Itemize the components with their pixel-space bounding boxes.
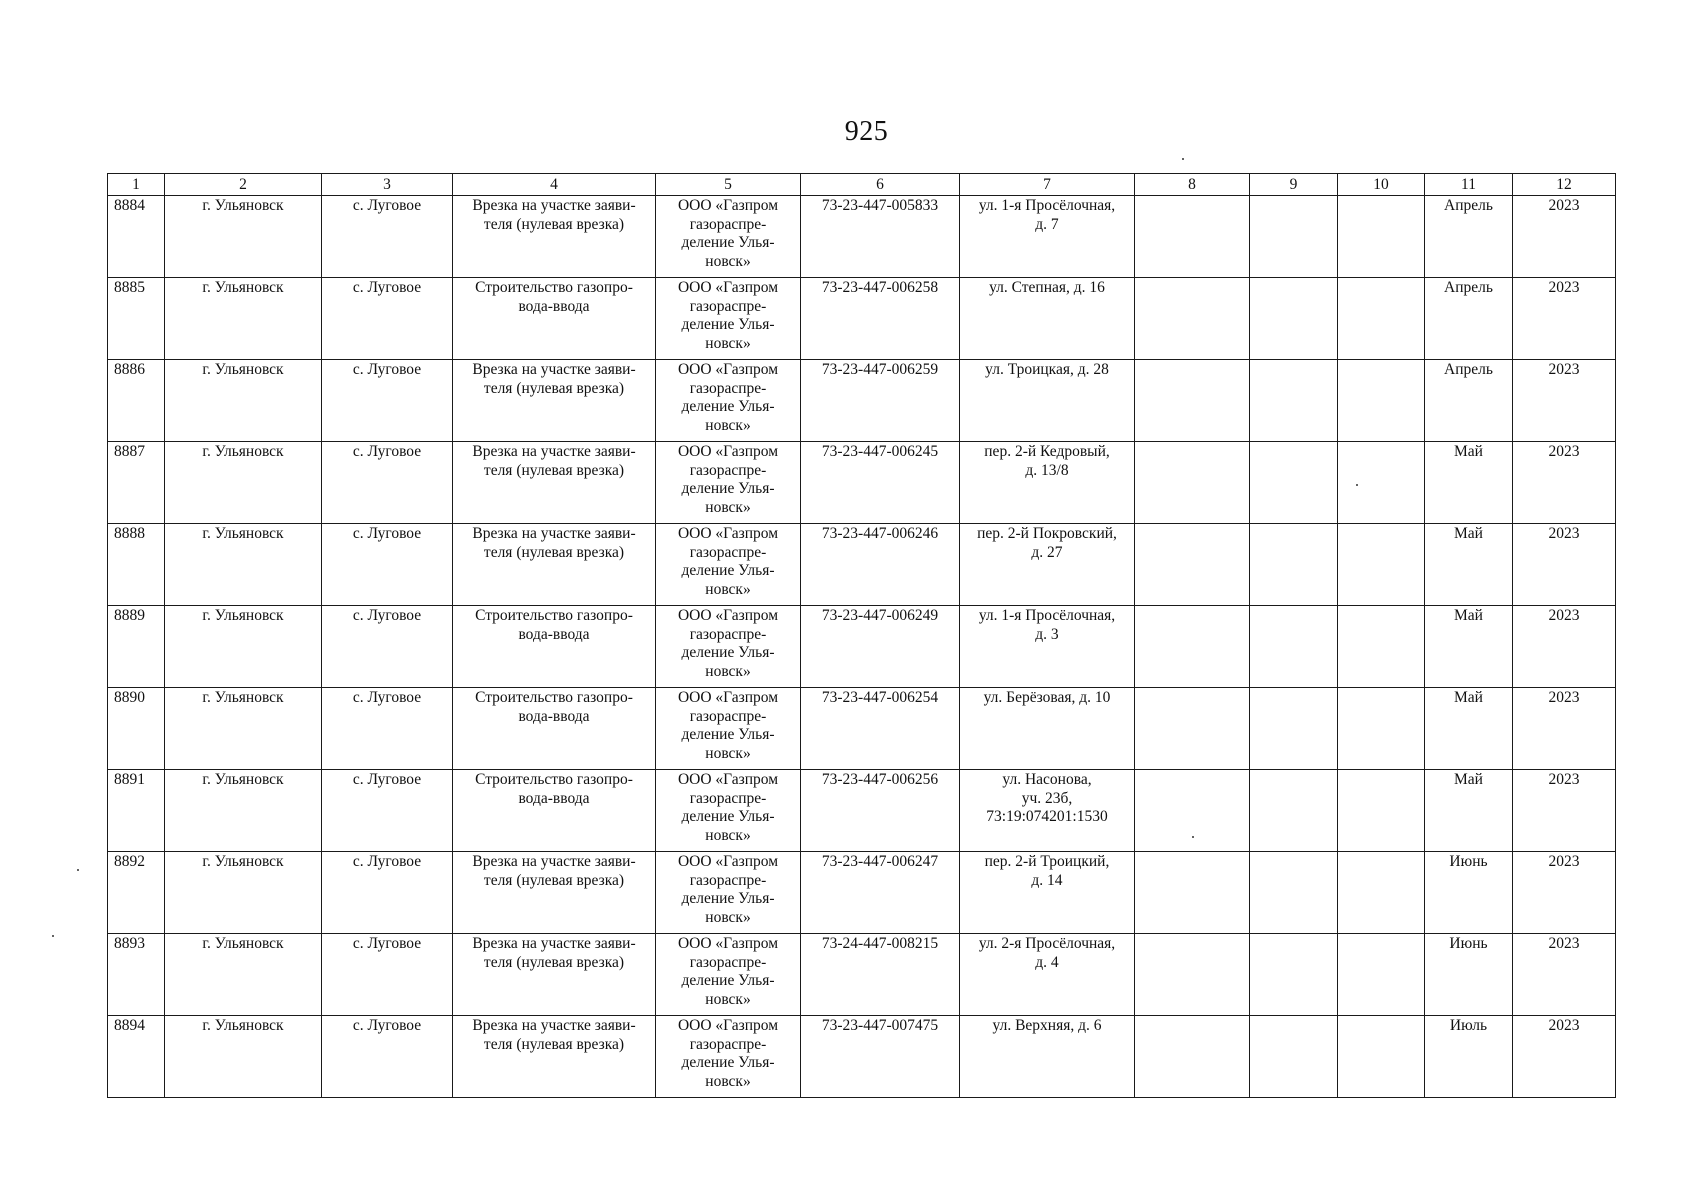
cell-number: 8886 (108, 360, 165, 442)
cell-organization-line: ООО «Газпром (677, 771, 779, 788)
cell-month: Июнь (1425, 934, 1513, 1016)
cell-work-type-line: вода-ввода (518, 625, 590, 643)
cell-organization-line: новск» (705, 498, 751, 516)
cell-work-type-line: Строительство газопро- (475, 689, 633, 706)
column-header: 11 (1425, 174, 1513, 196)
table-row (108, 360, 1616, 442)
cell-organization (656, 360, 801, 442)
cell-organization-line: деление Улья- (681, 316, 775, 333)
cell-work-type (453, 688, 656, 770)
table-row (108, 770, 1616, 852)
cell-work-type-line: теля (нулевая врезка) (483, 1035, 625, 1053)
table-row (108, 934, 1616, 1016)
cell-organization-line: газораспре- (689, 215, 767, 233)
cell-settlement: с. Луговое (322, 442, 453, 524)
cell-organization-line: газораспре- (689, 625, 767, 643)
cell-organization-line: ООО «Газпром (677, 689, 779, 706)
cell-col-8 (1135, 770, 1250, 852)
table-header (108, 174, 1616, 196)
cell-city: г. Ульяновск (165, 1016, 322, 1098)
table-row (108, 278, 1616, 360)
cell-address (960, 770, 1135, 852)
cell-number: 8885 (108, 278, 165, 360)
cell-year: 2023 (1513, 524, 1616, 606)
table-row (108, 1016, 1616, 1098)
cell-organization-line: газораспре- (689, 379, 767, 397)
cell-month: Апрель (1425, 360, 1513, 442)
cell-city: г. Ульяновск (165, 606, 322, 688)
cell-organization (656, 442, 801, 524)
cell-work-type-line: вода-ввода (518, 789, 590, 807)
cell-organization (656, 934, 801, 1016)
cell-address-line: 73:19:074201:1530 (986, 808, 1108, 825)
cell-object-code: 73-23-447-006254 (801, 688, 960, 770)
cell-work-type-line: Строительство газопро- (475, 607, 633, 624)
cell-work-type (453, 852, 656, 934)
cell-settlement: с. Луговое (322, 1016, 453, 1098)
cell-year: 2023 (1513, 688, 1616, 770)
cell-settlement: с. Луговое (322, 196, 453, 278)
cell-work-type (453, 934, 656, 1016)
cell-organization-line: новск» (705, 252, 751, 270)
cell-organization (656, 196, 801, 278)
scan-speck (52, 935, 54, 937)
cell-month: Май (1425, 770, 1513, 852)
cell-address-line: пер. 2-й Кедровый, (984, 443, 1110, 460)
cell-work-type-line: Врезка на участке заяви- (472, 1017, 636, 1034)
cell-organization-line: новск» (705, 826, 751, 844)
cell-col-8 (1135, 852, 1250, 934)
cell-month: Апрель (1425, 278, 1513, 360)
cell-organization-line: новск» (705, 334, 751, 352)
cell-organization-line: ООО «Газпром (677, 853, 779, 870)
cell-year: 2023 (1513, 196, 1616, 278)
cell-month: Май (1425, 688, 1513, 770)
cell-month: Май (1425, 606, 1513, 688)
scan-speck (1192, 836, 1194, 838)
cell-address (960, 1016, 1135, 1098)
cell-number: 8890 (108, 688, 165, 770)
cell-col-8 (1135, 688, 1250, 770)
cell-city: г. Ульяновск (165, 442, 322, 524)
gas-connection-table (107, 173, 1616, 1098)
cell-col-9 (1250, 688, 1338, 770)
cell-col-9 (1250, 524, 1338, 606)
cell-col-8 (1135, 1016, 1250, 1098)
cell-object-code: 73-23-447-007475 (801, 1016, 960, 1098)
cell-organization-line: деление Улья- (681, 1054, 775, 1071)
cell-organization (656, 852, 801, 934)
cell-object-code: 73-23-447-006256 (801, 770, 960, 852)
cell-year: 2023 (1513, 1016, 1616, 1098)
column-header: 10 (1338, 174, 1425, 196)
cell-organization-line: новск» (705, 416, 751, 434)
cell-organization-line: деление Улья- (681, 562, 775, 579)
cell-work-type (453, 360, 656, 442)
cell-address-line: д. 4 (1035, 953, 1059, 971)
cell-organization (656, 688, 801, 770)
cell-work-type-line: Врезка на участке заяви- (472, 361, 636, 378)
cell-col-9 (1250, 934, 1338, 1016)
cell-work-type (453, 196, 656, 278)
cell-organization-line: деление Улья- (681, 890, 775, 907)
column-header: 4 (453, 174, 656, 196)
cell-settlement: с. Луговое (322, 852, 453, 934)
column-header: 9 (1250, 174, 1338, 196)
cell-col-9 (1250, 770, 1338, 852)
cell-organization-line: новск» (705, 580, 751, 598)
cell-number: 8887 (108, 442, 165, 524)
cell-col-9 (1250, 196, 1338, 278)
cell-address-line: д. 7 (1035, 215, 1059, 233)
cell-work-type-line: Строительство газопро- (475, 771, 633, 788)
cell-object-code: 73-23-447-006258 (801, 278, 960, 360)
cell-col-9 (1250, 360, 1338, 442)
cell-col-8 (1135, 524, 1250, 606)
cell-organization-line: газораспре- (689, 953, 767, 971)
table-row (108, 524, 1616, 606)
cell-city: г. Ульяновск (165, 770, 322, 852)
cell-organization-line: ООО «Газпром (677, 935, 779, 952)
cell-address (960, 196, 1135, 278)
cell-address-line: пер. 2-й Троицкий, (984, 853, 1110, 870)
cell-col-9 (1250, 278, 1338, 360)
cell-work-type-line: Врезка на участке заяви- (472, 935, 636, 952)
cell-address-line: уч. 23б, (1021, 789, 1073, 807)
cell-address (960, 278, 1135, 360)
column-header: 3 (322, 174, 453, 196)
cell-work-type (453, 278, 656, 360)
cell-col-10 (1338, 442, 1425, 524)
header-row (108, 174, 1616, 196)
cell-work-type-line: Врезка на участке заяви- (472, 197, 636, 214)
cell-organization-line: ООО «Газпром (677, 1017, 779, 1034)
cell-col-9 (1250, 852, 1338, 934)
cell-settlement: с. Луговое (322, 770, 453, 852)
column-header: 1 (108, 174, 165, 196)
cell-year: 2023 (1513, 278, 1616, 360)
cell-organization-line: деление Улья- (681, 808, 775, 825)
cell-work-type-line: теля (нулевая врезка) (483, 461, 625, 479)
cell-organization (656, 770, 801, 852)
cell-city: г. Ульяновск (165, 278, 322, 360)
table-row (108, 852, 1616, 934)
cell-work-type (453, 524, 656, 606)
cell-year: 2023 (1513, 770, 1616, 852)
cell-organization-line: новск» (705, 744, 751, 762)
cell-work-type (453, 1016, 656, 1098)
cell-organization-line: ООО «Газпром (677, 607, 779, 624)
cell-number: 8893 (108, 934, 165, 1016)
cell-col-8 (1135, 934, 1250, 1016)
cell-month: Июнь (1425, 852, 1513, 934)
cell-col-8 (1135, 360, 1250, 442)
cell-col-10 (1338, 606, 1425, 688)
cell-settlement: с. Луговое (322, 606, 453, 688)
cell-work-type-line: вода-ввода (518, 297, 590, 315)
cell-organization (656, 524, 801, 606)
cell-address (960, 524, 1135, 606)
cell-address-line: д. 27 (1031, 543, 1063, 561)
column-header: 8 (1135, 174, 1250, 196)
cell-year: 2023 (1513, 852, 1616, 934)
cell-number: 8891 (108, 770, 165, 852)
cell-col-9 (1250, 442, 1338, 524)
cell-object-code: 73-23-447-006247 (801, 852, 960, 934)
cell-col-9 (1250, 606, 1338, 688)
cell-year: 2023 (1513, 360, 1616, 442)
cell-work-type-line: Врезка на участке заяви- (472, 525, 636, 542)
cell-month: Июль (1425, 1016, 1513, 1098)
cell-col-10 (1338, 1016, 1425, 1098)
cell-settlement: с. Луговое (322, 934, 453, 1016)
cell-month: Май (1425, 442, 1513, 524)
cell-organization-line: газораспре- (689, 871, 767, 889)
cell-number: 8884 (108, 196, 165, 278)
table-row (108, 442, 1616, 524)
cell-work-type-line: вода-ввода (518, 707, 590, 725)
cell-organization (656, 1016, 801, 1098)
cell-organization-line: новск» (705, 990, 751, 1008)
cell-number: 8888 (108, 524, 165, 606)
cell-organization-line: ООО «Газпром (677, 197, 779, 214)
cell-year: 2023 (1513, 934, 1616, 1016)
cell-col-10 (1338, 278, 1425, 360)
cell-address-line: ул. 1-я Просёлочная, (978, 607, 1116, 624)
cell-organization-line: газораспре- (689, 1035, 767, 1053)
gas-connection-table-container (107, 173, 1615, 1098)
column-header: 6 (801, 174, 960, 196)
cell-organization-line: ООО «Газпром (677, 443, 779, 460)
cell-number: 8894 (108, 1016, 165, 1098)
cell-organization-line: ООО «Газпром (677, 525, 779, 542)
cell-settlement: с. Луговое (322, 688, 453, 770)
cell-work-type-line: Строительство газопро- (475, 279, 633, 296)
cell-settlement: с. Луговое (322, 360, 453, 442)
column-header: 7 (960, 174, 1135, 196)
cell-city: г. Ульяновск (165, 524, 322, 606)
column-header: 2 (165, 174, 322, 196)
cell-work-type-line: Врезка на участке заяви- (472, 853, 636, 870)
cell-city: г. Ульяновск (165, 196, 322, 278)
cell-organization-line: деление Улья- (681, 726, 775, 743)
cell-object-code: 73-23-447-006249 (801, 606, 960, 688)
cell-organization-line: газораспре- (689, 789, 767, 807)
cell-col-8 (1135, 278, 1250, 360)
cell-month: Май (1425, 524, 1513, 606)
cell-col-10 (1338, 934, 1425, 1016)
cell-col-10 (1338, 196, 1425, 278)
cell-organization-line: деление Улья- (681, 234, 775, 251)
cell-city: г. Ульяновск (165, 934, 322, 1016)
cell-col-10 (1338, 360, 1425, 442)
cell-address (960, 606, 1135, 688)
cell-work-type-line: теля (нулевая врезка) (483, 379, 625, 397)
cell-organization-line: новск» (705, 908, 751, 926)
cell-address-line: д. 14 (1031, 871, 1063, 889)
cell-organization-line: новск» (705, 1072, 751, 1090)
cell-address (960, 688, 1135, 770)
cell-col-10 (1338, 524, 1425, 606)
cell-organization-line: газораспре- (689, 297, 767, 315)
cell-address-line: д. 13/8 (1025, 461, 1069, 479)
table-row (108, 196, 1616, 278)
cell-organization (656, 278, 801, 360)
column-header: 12 (1513, 174, 1616, 196)
cell-col-9 (1250, 1016, 1338, 1098)
cell-object-code: 73-23-447-006246 (801, 524, 960, 606)
cell-organization-line: газораспре- (689, 543, 767, 561)
cell-address-line: ул. Степная, д. 16 (989, 279, 1105, 296)
page-number: 925 (844, 116, 889, 147)
cell-organization-line: газораспре- (689, 707, 767, 725)
cell-col-10 (1338, 770, 1425, 852)
cell-work-type-line: теля (нулевая врезка) (483, 543, 625, 561)
cell-address-line: ул. Верхняя, д. 6 (992, 1017, 1102, 1034)
column-header: 5 (656, 174, 801, 196)
scan-speck (77, 869, 79, 871)
cell-city: г. Ульяновск (165, 852, 322, 934)
cell-col-8 (1135, 442, 1250, 524)
cell-city: г. Ульяновск (165, 360, 322, 442)
cell-organization-line: деление Улья- (681, 972, 775, 989)
cell-year: 2023 (1513, 606, 1616, 688)
scan-speck (1356, 484, 1358, 486)
cell-address-line: ул. 2-я Просёлочная, (978, 935, 1116, 952)
cell-address (960, 934, 1135, 1016)
cell-settlement: с. Луговое (322, 524, 453, 606)
cell-col-10 (1338, 688, 1425, 770)
cell-organization-line: деление Улья- (681, 644, 775, 661)
cell-object-code: 73-23-447-005833 (801, 196, 960, 278)
cell-organization-line: новск» (705, 662, 751, 680)
scan-speck (1182, 158, 1184, 160)
cell-organization-line: газораспре- (689, 461, 767, 479)
cell-object-code: 73-24-447-008215 (801, 934, 960, 1016)
cell-work-type (453, 442, 656, 524)
cell-year: 2023 (1513, 442, 1616, 524)
cell-organization (656, 606, 801, 688)
cell-work-type-line: Врезка на участке заяви- (472, 443, 636, 460)
cell-col-10 (1338, 852, 1425, 934)
cell-object-code: 73-23-447-006245 (801, 442, 960, 524)
cell-address (960, 442, 1135, 524)
cell-city: г. Ульяновск (165, 688, 322, 770)
cell-number: 8889 (108, 606, 165, 688)
cell-number: 8892 (108, 852, 165, 934)
cell-address-line: ул. Насонова, (1002, 771, 1092, 788)
cell-work-type (453, 606, 656, 688)
cell-work-type-line: теля (нулевая врезка) (483, 871, 625, 889)
cell-address-line: ул. Троицкая, д. 28 (985, 361, 1109, 378)
cell-work-type (453, 770, 656, 852)
cell-work-type-line: теля (нулевая врезка) (483, 953, 625, 971)
cell-organization-line: деление Улья- (681, 480, 775, 497)
table-row (108, 606, 1616, 688)
table-row (108, 688, 1616, 770)
cell-settlement: с. Луговое (322, 278, 453, 360)
cell-address (960, 360, 1135, 442)
cell-address-line: ул. 1-я Просёлочная, (978, 197, 1116, 214)
cell-address (960, 852, 1135, 934)
cell-address-line: д. 3 (1035, 625, 1059, 643)
cell-month: Апрель (1425, 196, 1513, 278)
cell-address-line: ул. Берёзовая, д. 10 (983, 689, 1111, 706)
cell-col-8 (1135, 196, 1250, 278)
cell-organization-line: деление Улья- (681, 398, 775, 415)
cell-organization-line: ООО «Газпром (677, 361, 779, 378)
cell-object-code: 73-23-447-006259 (801, 360, 960, 442)
cell-col-8 (1135, 606, 1250, 688)
cell-organization-line: ООО «Газпром (677, 279, 779, 296)
cell-work-type-line: теля (нулевая врезка) (483, 215, 625, 233)
cell-address-line: пер. 2-й Покровский, (977, 525, 1117, 542)
table-body (108, 196, 1616, 1098)
